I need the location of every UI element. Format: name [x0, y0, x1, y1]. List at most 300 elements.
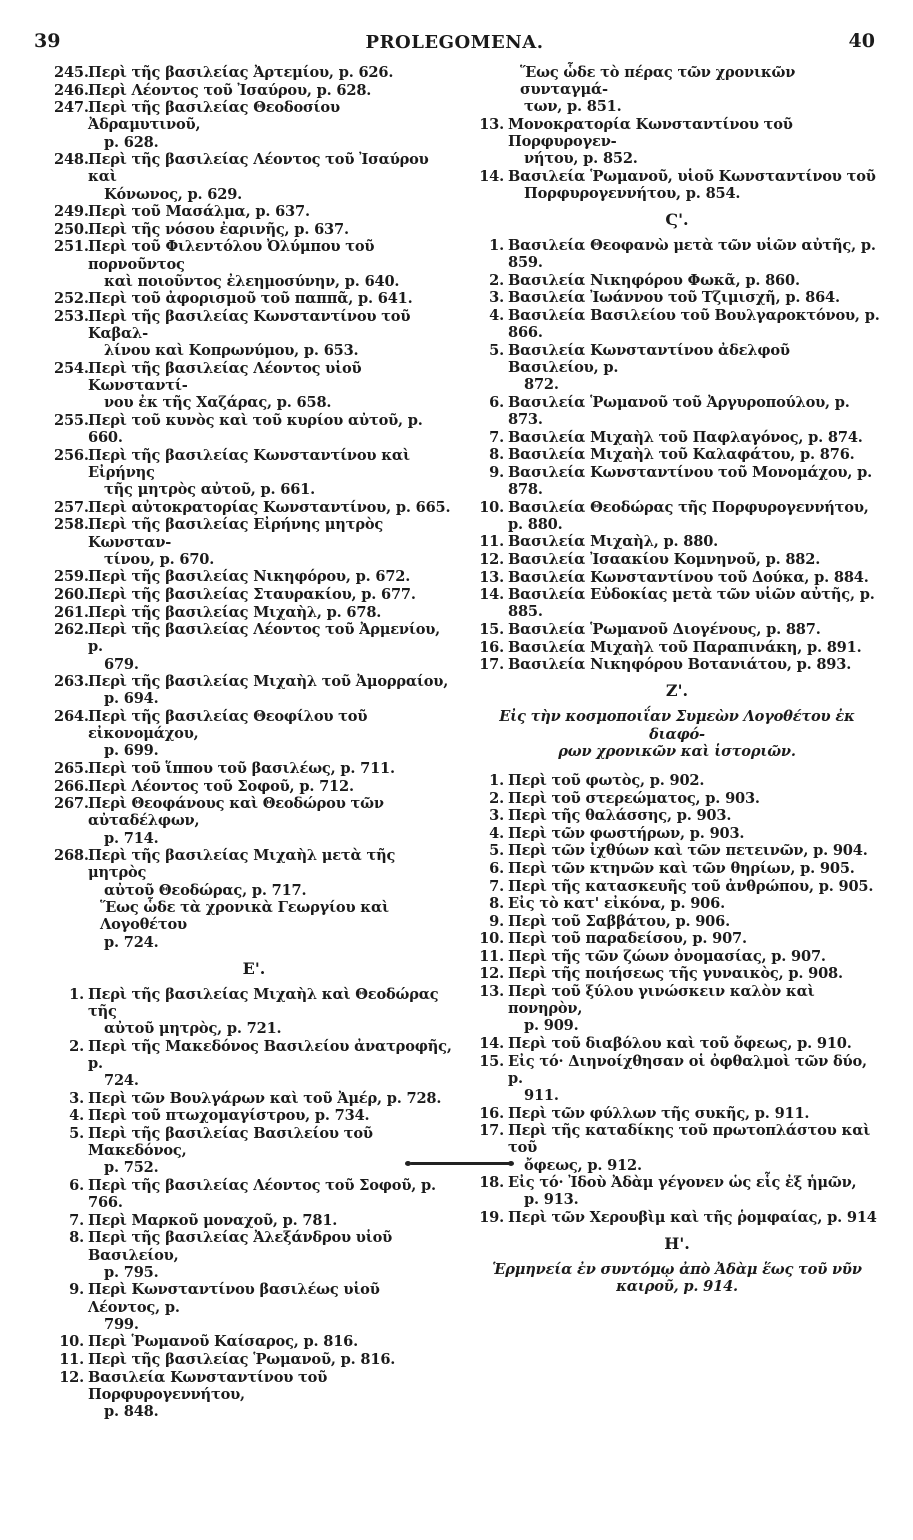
entry-text: [508, 569, 880, 586]
entry-number: 256.: [54, 446, 89, 464]
toc-entry: [474, 878, 880, 895]
entry-text: [88, 673, 454, 707]
end-note-line-1: Ἕως ὧδε τὰ χρονικὰ Γεωργίου καὶ Λογοθέτου: [100, 899, 389, 934]
page-title: PROLEGOMENA.: [365, 32, 544, 53]
entry-text: [508, 842, 880, 859]
toc-entry: [474, 551, 880, 568]
toc-entry: [54, 1229, 454, 1281]
entry-title: Περὶ τοῦ ἵππου τοῦ βασιλέως, p. 711.: [88, 759, 395, 777]
entry-text: [88, 499, 454, 516]
toc-entry: [474, 1209, 880, 1226]
toc-entry: [54, 586, 454, 603]
entry-title: Βασιλεία Ἰωάννου τοῦ Τζιμισχῆ, p. 864.: [508, 289, 840, 307]
entry-text: [508, 272, 880, 289]
entry-number: 2.: [489, 271, 504, 289]
entry-number: 17.: [479, 1122, 504, 1140]
entry-title: Περὶ τοῦ κυνὸς καὶ τοῦ κυρίου αὐτοῦ, p. 660.: [88, 411, 423, 447]
entry-title: Περὶ τῶν φωστήρων, p. 903.: [508, 824, 745, 842]
toc-entry: [474, 807, 880, 824]
entry-text: [88, 238, 454, 290]
toc-entry: [54, 151, 454, 203]
entry-text: [508, 790, 880, 807]
toc-entry: [474, 913, 880, 930]
toc-entry: [54, 1090, 454, 1107]
entry-title: Περὶ τῶν κτηνῶν καὶ τῶν θηρίων, p. 905.: [508, 859, 855, 877]
entry-text: [88, 1281, 454, 1333]
entry-number: 3.: [489, 289, 504, 307]
entry-number: 4.: [489, 307, 504, 324]
entry-continuation: ὄφεως, p. 912.: [524, 1156, 642, 1174]
toc-entry: [54, 568, 454, 585]
entry-number: 9.: [489, 912, 504, 930]
entry-text: [88, 99, 454, 151]
entry-number: 7.: [489, 428, 504, 446]
entry-number: 258.: [54, 516, 89, 534]
entry-continuation: p. 752.: [104, 1159, 159, 1177]
entry-text: [88, 1229, 454, 1281]
entry-text: [88, 221, 454, 238]
entry-continuation: λίνου καὶ Κοπρωνύμου, p. 653.: [104, 342, 359, 360]
entry-text: [88, 1351, 454, 1368]
entry-title: Βασιλεία Κωνσταντίνου ἀδελφοῦ Βασιλείου, p.: [508, 341, 790, 376]
entry-title: Βασιλεία Ῥωμανοῦ τοῦ Ἀργυροπούλου, p. 873.: [508, 393, 850, 428]
entries-list-b: [474, 237, 880, 673]
entry-title: Περὶ τῆς βασιλείας Λέοντος υἱοῦ Κωνσταντί-: [88, 359, 362, 395]
toc-entry: [54, 412, 454, 446]
page-number-right: 40: [848, 30, 875, 52]
entry-number: 263.: [54, 673, 89, 691]
entry-text: [508, 499, 880, 533]
entry-number: 251.: [54, 238, 89, 256]
entry-text: [88, 64, 454, 81]
entry-text: [508, 772, 880, 789]
toc-entry: [54, 621, 454, 673]
entry-title: Περὶ Μαρκοῦ μοναχοῦ, p. 781.: [88, 1211, 338, 1229]
entry-number: 13.: [479, 115, 504, 133]
toc-entry: [54, 238, 454, 290]
entry-number: 247.: [54, 99, 89, 117]
entry-text: [508, 307, 880, 341]
entry-title: Περὶ τῶν ἰχθύων καὶ τῶν πετεινῶν, p. 904.: [508, 842, 868, 860]
toc-entry: [474, 621, 880, 638]
entry-title: Περὶ τοῦ πτωχομαγίστρου, p. 734.: [88, 1107, 370, 1125]
toc-entry: [54, 795, 454, 847]
entry-number: 10.: [479, 930, 504, 948]
toc-entry: [54, 986, 454, 1038]
entry-text: [508, 394, 880, 428]
entry-number: 12.: [479, 550, 504, 568]
entry-title: Περὶ Ῥωμανοῦ Καίσαρος, p. 816.: [88, 1333, 359, 1351]
entry-text: [88, 447, 454, 499]
toc-entry: [54, 1369, 454, 1421]
entry-text: [508, 895, 880, 912]
entry-title: Περὶ Λέοντος τοῦ Ἰσαύρου, p. 628.: [88, 81, 372, 99]
entry-number: 252.: [54, 290, 89, 308]
entry-text: [88, 760, 454, 777]
entry-text: [508, 1209, 880, 1226]
entry-title: Βασιλεία Μιχαὴλ, p. 880.: [508, 533, 719, 551]
entry-number: 10.: [479, 498, 504, 516]
entry-text: [88, 847, 454, 899]
entry-title: Περὶ τῆς βασιλείας Εἰρήνης μητρὸς Κωνσταν-: [88, 516, 384, 551]
entry-text: [508, 289, 880, 306]
entry-text: [508, 237, 880, 271]
entry-title: Βασιλεία Μιχαὴλ τοῦ Παφλαγόνος, p. 874.: [508, 428, 863, 446]
toc-entry: [474, 639, 880, 656]
toc-entry: [54, 778, 454, 795]
entries-list-c: [474, 772, 880, 1226]
toc-entry: [474, 656, 880, 673]
entry-number: 265.: [54, 759, 89, 777]
section-heading-s: Ϛ'.: [665, 210, 689, 230]
entry-title: Περὶ Θεοφάνους καὶ Θεοδώρου τῶν αὐταδέλφων,: [88, 795, 384, 830]
entry-text: [508, 533, 880, 550]
entry-continuation: τίνου, p. 670.: [104, 550, 215, 568]
entry-number: 262.: [54, 621, 89, 639]
entry-title: Περὶ τῆς βασιλείας Λέοντος τοῦ Σοφοῦ, p. 766.: [88, 1176, 436, 1212]
entry-continuation: p. 913.: [524, 1191, 579, 1209]
entry-number: 5.: [69, 1124, 84, 1142]
entry-text: [88, 151, 454, 203]
entry-title: Περὶ τῆς τῶν ζώων ὀνομασίας, p. 907.: [508, 947, 826, 965]
entry-number: 9.: [69, 1281, 84, 1299]
toc-entry: [474, 499, 880, 533]
toc-entry: [474, 1053, 880, 1105]
entry-number: 19.: [479, 1209, 504, 1227]
entry-continuation: 872.: [524, 376, 559, 394]
entry-title: Μονοκρατορία Κωνσταντίνου τοῦ Πορφυρογεν-: [508, 115, 793, 150]
entry-number: 15.: [479, 620, 504, 638]
entry-text: [508, 965, 880, 982]
entry-title: Περὶ τῶν φύλλων τῆς συκῆς, p. 911.: [508, 1104, 810, 1122]
entry-text: [508, 464, 880, 498]
entry-number: 5.: [489, 341, 504, 359]
toc-entry: [474, 790, 880, 807]
entry-number: 15.: [479, 1052, 504, 1070]
toc-entry: [54, 673, 454, 707]
entry-number: 11.: [59, 1350, 84, 1368]
toc-entry: [474, 569, 880, 586]
entry-number: 12.: [479, 965, 504, 983]
section-intro-z: [474, 708, 880, 760]
entry-title: Περὶ τῆς βασιλείας Θεοφίλου τοῦ εἰκονομάχου,: [88, 707, 368, 743]
entry-text: [88, 290, 454, 307]
entry-text: [88, 516, 454, 568]
toc-entry: [474, 168, 880, 202]
entry-text: [88, 795, 454, 847]
entry-title: Περὶ αὐτοκρατορίας Κωνσταντίνου, p. 665.: [88, 498, 451, 516]
entry-text: [88, 568, 454, 585]
entry-title: Βασιλεία Θεοδώρας τῆς Πορφυρογεννήτου, p. 880.: [508, 498, 869, 533]
entry-text: [88, 1369, 454, 1421]
entry-continuation: p. 714.: [104, 829, 159, 847]
entry-continuation: p. 795.: [104, 1263, 159, 1281]
toc-entry: [54, 308, 454, 360]
entry-continuation: Κόνωνος, p. 629.: [104, 185, 243, 203]
ornamental-rule: [410, 1162, 510, 1165]
entry-title: Βασιλεία Μιχαὴλ τοῦ Παραπινάκη, p. 891.: [508, 638, 862, 656]
toc-entry: [54, 64, 454, 81]
entry-title: Βασιλεία Ἰσαακίου Κομνηνοῦ, p. 882.: [508, 550, 821, 568]
entry-title: Περὶ τῆς ποιήσεως τῆς γυναικὸς, p. 908.: [508, 965, 843, 983]
toc-entry: [54, 1038, 454, 1090]
end-note: [474, 64, 880, 116]
entry-text: [508, 168, 880, 202]
entry-title: Περὶ τῶν Βουλγάρων καὶ τοῦ Ἀμέρ, p. 728.: [88, 1089, 442, 1107]
entry-title: Περὶ τῆς βασιλείας Μιχαὴλ τοῦ Ἀμορραίου,: [88, 673, 449, 691]
entry-number: 11.: [479, 533, 504, 551]
entry-continuation: 799.: [104, 1315, 139, 1333]
entry-number: 1.: [69, 985, 84, 1003]
entry-continuation: Πορφυρογεννήτου, p. 854.: [524, 184, 741, 202]
entry-text: [88, 586, 454, 603]
toc-entry: [474, 1122, 880, 1174]
entries-list-a: [474, 116, 880, 202]
entry-text: [88, 708, 454, 760]
entry-number: 1.: [489, 771, 504, 789]
entry-text: [508, 878, 880, 895]
entry-title: Περὶ τῆς βασιλείας Μιχαὴλ, p. 678.: [88, 603, 382, 621]
section-heading-h: H'.: [664, 1234, 690, 1254]
entry-title: Περὶ τῆς θαλάσσης, p. 903.: [508, 807, 732, 825]
entry-title: Βασιλεία Ῥωμανοῦ, υἱοῦ Κωνσταντίνου τοῦ: [508, 167, 876, 185]
toc-entry: [54, 99, 454, 151]
toc-entry: [54, 82, 454, 99]
entry-text: [508, 639, 880, 656]
entry-title: Περὶ Κωνσταντίνου βασιλέως υἱοῦ Λέοντος, p.: [88, 1281, 380, 1316]
entry-text: [88, 986, 454, 1038]
entry-title: Περὶ τῆς βασιλείας Λέοντος τοῦ Ἀρμενίου, p.: [88, 621, 441, 656]
entry-title: Εἰς τό· Διηνοίχθησαν οἱ ὀφθαλμοὶ τῶν δύο, p.: [508, 1052, 867, 1087]
entry-text: [88, 1038, 454, 1090]
ornament-dot-right: [508, 1161, 514, 1166]
entry-continuation: 679.: [104, 655, 139, 673]
toc-entry: [54, 1177, 454, 1211]
entry-text: [508, 551, 880, 568]
end-note-line-2: των, p. 851.: [524, 98, 622, 116]
entry-text: [508, 656, 880, 673]
toc-entry: [54, 1107, 454, 1124]
entry-continuation: p. 848.: [104, 1402, 159, 1420]
toc-entry: [474, 895, 880, 912]
entry-text: [508, 807, 880, 824]
toc-entry: [474, 930, 880, 947]
entry-text: [508, 1035, 880, 1052]
entry-title: Περὶ τῶν Χερουβὶμ καὶ τῆς ῥομφαίας, p. 914: [508, 1209, 877, 1227]
toc-entry: [474, 342, 880, 394]
entry-title: Περὶ τοῦ στερεώματος, p. 903.: [508, 789, 760, 807]
entry-text: [88, 1212, 454, 1229]
entry-title: Περὶ τῆς Μακεδόνος Βασιλείου ἀνατροφῆς, p.: [88, 1037, 452, 1072]
entry-text: [88, 360, 454, 412]
entry-text: [88, 1177, 454, 1211]
entry-text: [88, 308, 454, 360]
toc-entry: [474, 1035, 880, 1052]
entry-title: Περὶ τῆς βασιλείας Ῥωμανοῦ, p. 816.: [88, 1350, 396, 1368]
entry-title: Περὶ τοῦ παραδείσου, p. 907.: [508, 930, 747, 948]
entry-text: [88, 412, 454, 446]
entry-text: [508, 930, 880, 947]
end-note-line-2: p. 724.: [104, 933, 159, 951]
entry-title: Περὶ τῆς βασιλείας Ἀρτεμίου, p. 626.: [88, 64, 394, 81]
entry-title: Περὶ τῆς βασιλείας Κωνσταντίνου καὶ Εἰρήνης: [88, 446, 410, 481]
toc-entry: [474, 1105, 880, 1122]
entry-text: [508, 621, 880, 638]
entry-number: 255.: [54, 411, 89, 429]
toc-entry: [54, 604, 454, 621]
toc-entry: [54, 516, 454, 568]
entries-list-b: [54, 986, 454, 1420]
entry-title: Περὶ τοῦ Μασάλμα, p. 637.: [88, 203, 310, 221]
entry-number: 260.: [54, 585, 89, 603]
entry-number: 14.: [479, 1035, 504, 1053]
entry-title: Εἰς τὸ κατ' εἰκόνα, p. 906.: [508, 895, 725, 913]
entry-number: 267.: [54, 795, 89, 813]
entry-title: Περὶ τῆς καταδίκης τοῦ πρωτοπλάστου καὶ τοῦ: [508, 1122, 871, 1157]
entry-text: [508, 1122, 880, 1174]
entry-number: 16.: [479, 1104, 504, 1122]
entry-number: 264.: [54, 707, 89, 725]
entry-number: 261.: [54, 603, 89, 621]
entry-continuation: 724.: [104, 1072, 139, 1090]
toc-entry: [54, 1212, 454, 1229]
end-note-line-1: Ἕως ὧδε τὸ πέρας τῶν χρονικῶν συνταγμά-: [520, 64, 796, 99]
section-intro-line-2: ρων χρονικῶν καὶ ἱστοριῶν.: [558, 742, 796, 760]
entry-title: Περὶ τῆς βασιλείας Λέοντος τοῦ Ἰσαύρου καὶ: [88, 151, 429, 186]
toc-entry: [54, 1333, 454, 1350]
entry-title: Βασιλεία Νικηφόρου Φωκᾶ, p. 860.: [508, 271, 800, 289]
entry-text: [508, 1174, 880, 1208]
entry-continuation: 911.: [524, 1087, 559, 1105]
entry-text: [508, 342, 880, 394]
entry-continuation: καὶ ποιοῦντος ἐλεημοσύνην, p. 640.: [104, 272, 400, 290]
entry-number: 18.: [479, 1174, 504, 1192]
toc-entry: [474, 860, 880, 877]
entry-number: 2.: [489, 789, 504, 807]
toc-entry: [474, 1174, 880, 1208]
entry-number: 6.: [489, 859, 504, 877]
entry-title: Περὶ τοῦ Φιλεντόλου Ὀλύμπου τοῦ πορνοῦντος: [88, 238, 375, 273]
toc-entry: [54, 203, 454, 220]
entry-title: Βασιλεία Κωνσταντίνου τοῦ Μονομάχου, p. 878.: [508, 463, 872, 498]
entry-title: Περὶ τοῦ φωτὸς, p. 902.: [508, 771, 705, 789]
entry-text: [508, 116, 880, 168]
section-intro-h: [474, 1261, 880, 1295]
toc-entry: [54, 499, 454, 516]
toc-entry: [54, 221, 454, 238]
toc-entry: [54, 1281, 454, 1333]
entry-text: [508, 446, 880, 463]
entry-number: 253.: [54, 307, 89, 325]
toc-entry: [474, 289, 880, 306]
entry-title: Βασιλεία Κωνσταντίνου τοῦ Δούκα, p. 884.: [508, 568, 869, 586]
entry-title: Βασιλεία Εὐδοκίας μετὰ τῶν υἱῶν αὐτῆς, p. 885.: [508, 586, 875, 621]
entry-number: 6.: [489, 393, 504, 411]
entry-title: Περὶ τῆς νόσου ἐαρινῆς, p. 637.: [88, 220, 349, 238]
entry-number: 245.: [54, 64, 89, 81]
toc-entry: [474, 842, 880, 859]
entry-title: Περὶ τῆς κατασκευῆς τοῦ ἀνθρώπου, p. 905.: [508, 877, 874, 895]
entry-title: Περὶ τοῦ διαβόλου καὶ τοῦ ὄφεως, p. 910.: [508, 1035, 852, 1053]
entry-number: 266.: [54, 777, 89, 795]
entry-title: Περὶ τοῦ ἀφορισμοῦ τοῦ παππᾶ, p. 641.: [88, 290, 413, 308]
entry-number: 10.: [59, 1333, 84, 1351]
entry-number: 3.: [489, 807, 504, 825]
entry-continuation: p. 694.: [104, 690, 159, 708]
entry-continuation: νήτου, p. 852.: [524, 150, 638, 168]
entry-number: 268.: [54, 847, 89, 865]
toc-entry: [54, 290, 454, 307]
entry-text: [508, 586, 880, 620]
entry-number: 16.: [479, 638, 504, 656]
entry-number: 259.: [54, 568, 89, 586]
entry-number: 246.: [54, 81, 89, 99]
toc-entry: [474, 116, 880, 168]
toc-entry: [474, 237, 880, 271]
page-number-left: 39: [34, 30, 61, 52]
toc-entry: [474, 825, 880, 842]
entry-number: 17.: [479, 656, 504, 674]
entry-number: 12.: [59, 1368, 84, 1386]
entry-continuation: αὐτοῦ μητρὸς, p. 721.: [104, 1020, 282, 1038]
right-column: [474, 64, 880, 1308]
toc-entry: [54, 447, 454, 499]
entry-text: [508, 983, 880, 1035]
entry-text: [88, 82, 454, 99]
entry-number: 248.: [54, 151, 89, 169]
entry-title: Περὶ Λέοντος τοῦ Σοφοῦ, p. 712.: [88, 777, 354, 795]
entry-text: [88, 1107, 454, 1124]
toc-entry: [474, 965, 880, 982]
entry-text: [508, 1053, 880, 1105]
entry-title: Περὶ τῆς βασιλείας Ἀλεξάνδρου υἱοῦ Βασιλείου,: [88, 1229, 393, 1264]
entry-continuation: p. 628.: [104, 133, 159, 151]
entry-number: 254.: [54, 359, 89, 377]
toc-entry: [474, 772, 880, 789]
end-note: [54, 899, 454, 951]
running-header: [34, 30, 875, 56]
toc-entry: [54, 1125, 454, 1177]
entry-title: Περὶ τῆς βασιλείας Βασιλείου τοῦ Μακεδόνος,: [88, 1124, 373, 1160]
toc-entry: [54, 708, 454, 760]
entry-title: Περὶ τῆς βασιλείας Σταυρακίου, p. 677.: [88, 585, 416, 603]
entry-number: 13.: [479, 568, 504, 586]
entry-number: 250.: [54, 220, 89, 238]
section-intro-line-1: Ἑρμηνεία ἐν συντόμῳ ἀπὸ Ἀδὰμ ἕως τοῦ νῦν: [492, 1261, 862, 1279]
entry-number: 14.: [479, 586, 504, 604]
entry-text: [88, 1090, 454, 1107]
entry-title: Βασιλεία Νικηφόρου Βοτανιάτου, p. 893.: [508, 656, 852, 674]
entry-text: [88, 203, 454, 220]
entry-title: Περὶ τῆς βασιλείας Νικηφόρου, p. 672.: [88, 568, 411, 586]
toc-entry: [474, 307, 880, 341]
entry-text: [508, 860, 880, 877]
entry-number: 7.: [489, 877, 504, 895]
entry-number: 11.: [479, 947, 504, 965]
entry-number: 7.: [69, 1211, 84, 1229]
toc-entry: [54, 1351, 454, 1368]
entry-text: [508, 429, 880, 446]
entry-text: [508, 948, 880, 965]
entry-text: [508, 1105, 880, 1122]
entry-number: 249.: [54, 203, 89, 221]
entry-text: [88, 1125, 454, 1177]
entry-number: 14.: [479, 167, 504, 185]
toc-entry: [474, 533, 880, 550]
entry-title: Βασιλεία Θεοφανὼ μετὰ τῶν υἱῶν αὐτῆς, p. 859.: [508, 237, 876, 272]
entry-text: [88, 1333, 454, 1350]
entry-number: 8.: [489, 446, 504, 464]
